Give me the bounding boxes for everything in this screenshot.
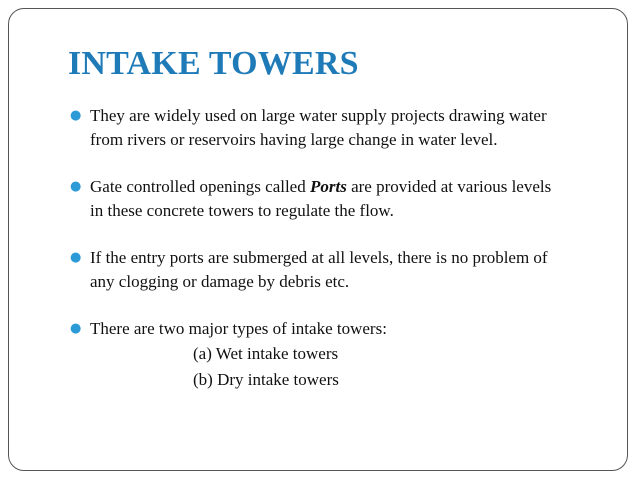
bullet-text-line: any clogging or damage by debris etc. <box>90 272 350 291</box>
bullet-text-line: in these concrete towers to regulate the flow. <box>90 201 394 220</box>
bullet-item-submerged-ports <box>68 246 620 294</box>
bullet-item-ports <box>68 175 620 223</box>
tower-type-dry: (b) Dry intake towers <box>193 370 339 389</box>
bullet-text-line: If the entry ports are submerged at all levels, there is no problem of <box>90 248 548 267</box>
bullet-icon: ● <box>70 250 82 265</box>
bullet-text-line: There are two major types of intake towers: <box>90 319 387 338</box>
ports-emphasis: Ports <box>309 177 347 196</box>
bullet-item-tower-types <box>68 317 620 393</box>
bullet-icon: ● <box>70 179 82 194</box>
bullet-text-line <box>90 175 620 199</box>
slide-title: INTAKE TOWERS <box>68 45 359 82</box>
bullet-icon: ● <box>70 108 82 123</box>
tower-types-list <box>90 341 620 393</box>
bullet-text-line: They are widely used on large water supply projects drawing water <box>90 106 547 125</box>
bullet-text-line: from rivers or reservoirs having large change in water level. <box>90 130 498 149</box>
bullet-text-segment: are provided at various levels <box>346 177 552 196</box>
tower-type-wet: (a) Wet intake towers <box>193 344 339 363</box>
bullet-list <box>68 104 620 393</box>
bullet-icon: ● <box>70 321 82 336</box>
bullet-item-usage <box>68 104 620 152</box>
bullet-text-segment: Gate controlled openings called <box>90 177 310 196</box>
